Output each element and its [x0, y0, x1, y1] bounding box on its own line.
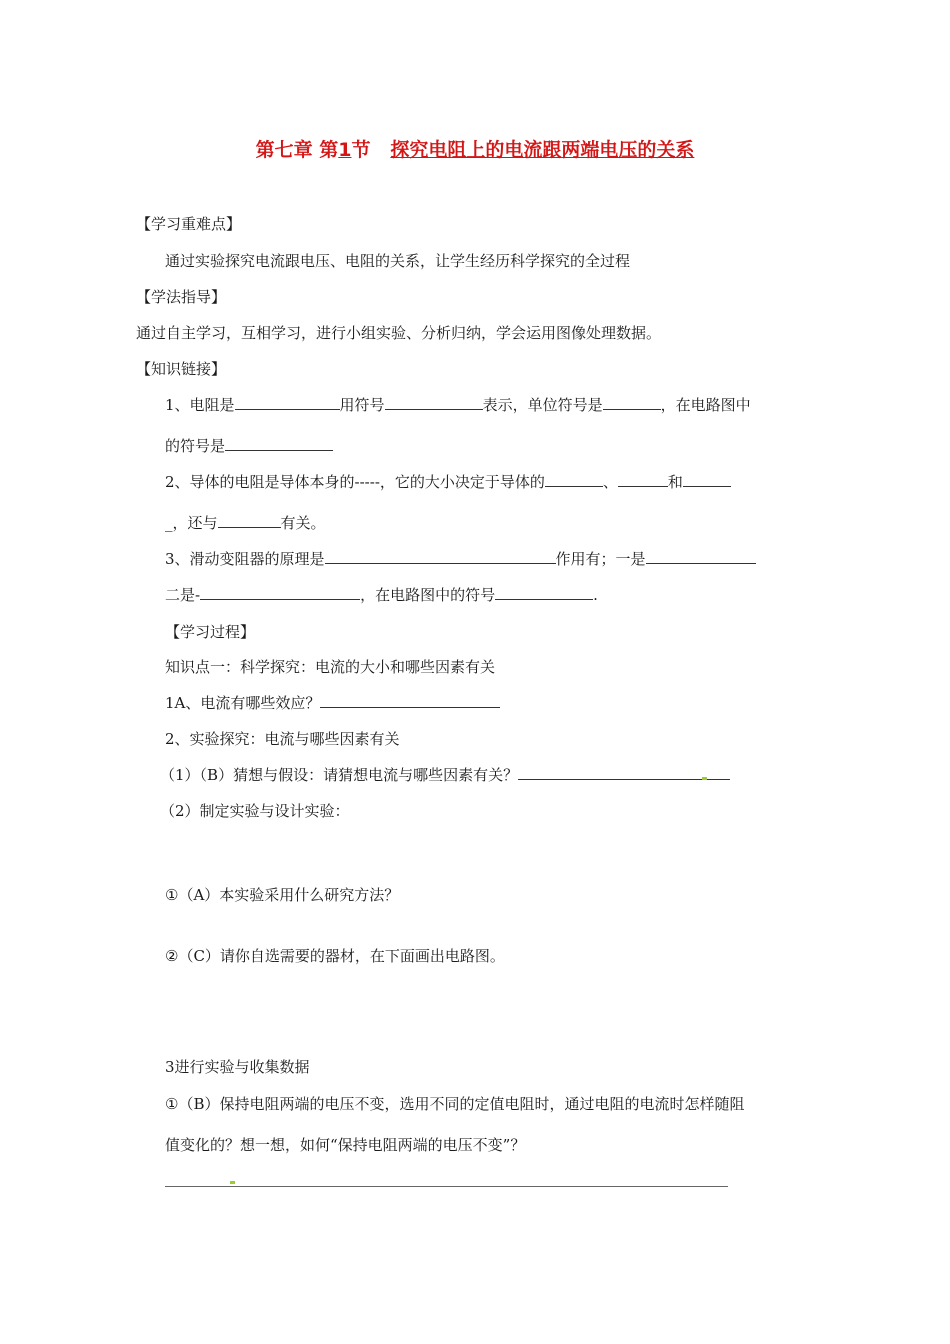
method-text: 通过自主学习，互相学习，进行小组实验、分析归纳，学会运用图像处理数据。: [136, 324, 662, 342]
key-points-heading: 【学习重难点】: [136, 215, 242, 233]
stray-marker: [230, 1181, 235, 1184]
knowledge-q3-line2: [165, 585, 598, 605]
process-q2-1: （1）（B）猜想与假设：请猜想电流与哪些因素有关？: [160, 766, 519, 784]
title-chapter: 第七章: [255, 139, 313, 161]
q1-blank-1[interactable]: [235, 395, 340, 410]
q2-part-a: 2、导体的电阻是导体本身的-----，它的大小决定于导体的: [165, 473, 545, 491]
process-q3: 3进行实验与收集数据: [165, 1058, 310, 1076]
process-q2-2a: ①（A）本实验采用什么研究方法？: [165, 886, 400, 904]
q3-blank-4[interactable]: [495, 585, 593, 600]
stray-marker: [702, 777, 707, 780]
knowledge-point-one: 知识点一：科学探究：电流的大小和哪些因素有关: [165, 658, 496, 676]
title-topic: 探究电阻上的电流跟两端电压的关系: [390, 139, 695, 161]
q2-part-b: 、: [602, 473, 618, 491]
knowledge-q1-line2: [165, 436, 333, 456]
q1-part-b: 用符号: [339, 396, 385, 414]
page-title: [0, 138, 950, 162]
q3-part-a: 3、滑动变阻器的原理是: [165, 550, 325, 568]
q2-blank-4[interactable]: [218, 513, 281, 528]
q2-blank-1[interactable]: [545, 472, 603, 487]
process-q3-1a: ①（B）保持电阻两端的电压不变，选用不同的定值电阻时，通过电阻的电流时怎样随阻: [165, 1095, 745, 1113]
process-q1a: 1A、电流有哪些效应？: [165, 694, 321, 712]
q3-part-c: 二是-: [165, 586, 201, 604]
q1-part-d: ，在电路图中: [660, 396, 751, 414]
knowledge-q1-line1: [165, 395, 751, 415]
process-heading: 【学习过程】: [165, 623, 256, 641]
q3-part-b: 作用有；一是: [555, 550, 646, 568]
title-section-suffix: 节: [351, 139, 371, 161]
q3-blank-2[interactable]: [646, 549, 756, 564]
q1-blank-2[interactable]: [385, 395, 483, 410]
q2-part-d: _，还与: [165, 514, 218, 532]
q2-1-blank[interactable]: [518, 765, 730, 780]
q2-part-e: 有关。: [280, 514, 326, 532]
knowledge-heading: 【知识链接】: [136, 360, 227, 378]
q1-part-a: 1、电阻是: [165, 396, 235, 414]
q3-blank-3[interactable]: [200, 585, 360, 600]
q2-blank-3[interactable]: [683, 472, 731, 487]
title-section-num: 1: [338, 139, 352, 161]
process-q3-1b: 值变化的？想一想，如何“保持电阻两端的电压不变”？: [165, 1136, 526, 1154]
knowledge-q3-line1: [165, 549, 756, 569]
process-q2-1-line: [160, 765, 730, 785]
q1a-blank[interactable]: [320, 693, 500, 708]
answer-line[interactable]: [165, 1186, 728, 1187]
q2-part-c: 和: [667, 473, 683, 491]
q3-part-e: .: [593, 586, 598, 604]
knowledge-q2-line2: [165, 513, 326, 533]
key-points-text: 通过实验探究电流跟电压、电阻的关系，让学生经历科学探究的全过程: [165, 252, 631, 270]
q1-blank-3[interactable]: [603, 395, 661, 410]
q3-blank-1[interactable]: [325, 549, 556, 564]
q2-blank-2[interactable]: [618, 472, 668, 487]
process-q2-2: （2）制定实验与设计实验：: [160, 802, 350, 820]
process-q2-2b: ②（C）请你自选需要的器材，在下面画出电路图。: [165, 947, 505, 965]
knowledge-q2-line1: [165, 472, 731, 492]
process-q1a-line: [165, 693, 500, 713]
q1-part-e: 的符号是: [165, 437, 226, 455]
q1-part-c: 表示，单位符号是: [482, 396, 603, 414]
q1-blank-4[interactable]: [225, 436, 333, 451]
process-q2: 2、实验探究：电流与哪些因素有关: [165, 730, 400, 748]
title-section-prefix: 第: [319, 139, 339, 161]
q3-part-d: ，在电路图中的符号: [360, 586, 496, 604]
method-heading: 【学法指导】: [136, 288, 227, 306]
